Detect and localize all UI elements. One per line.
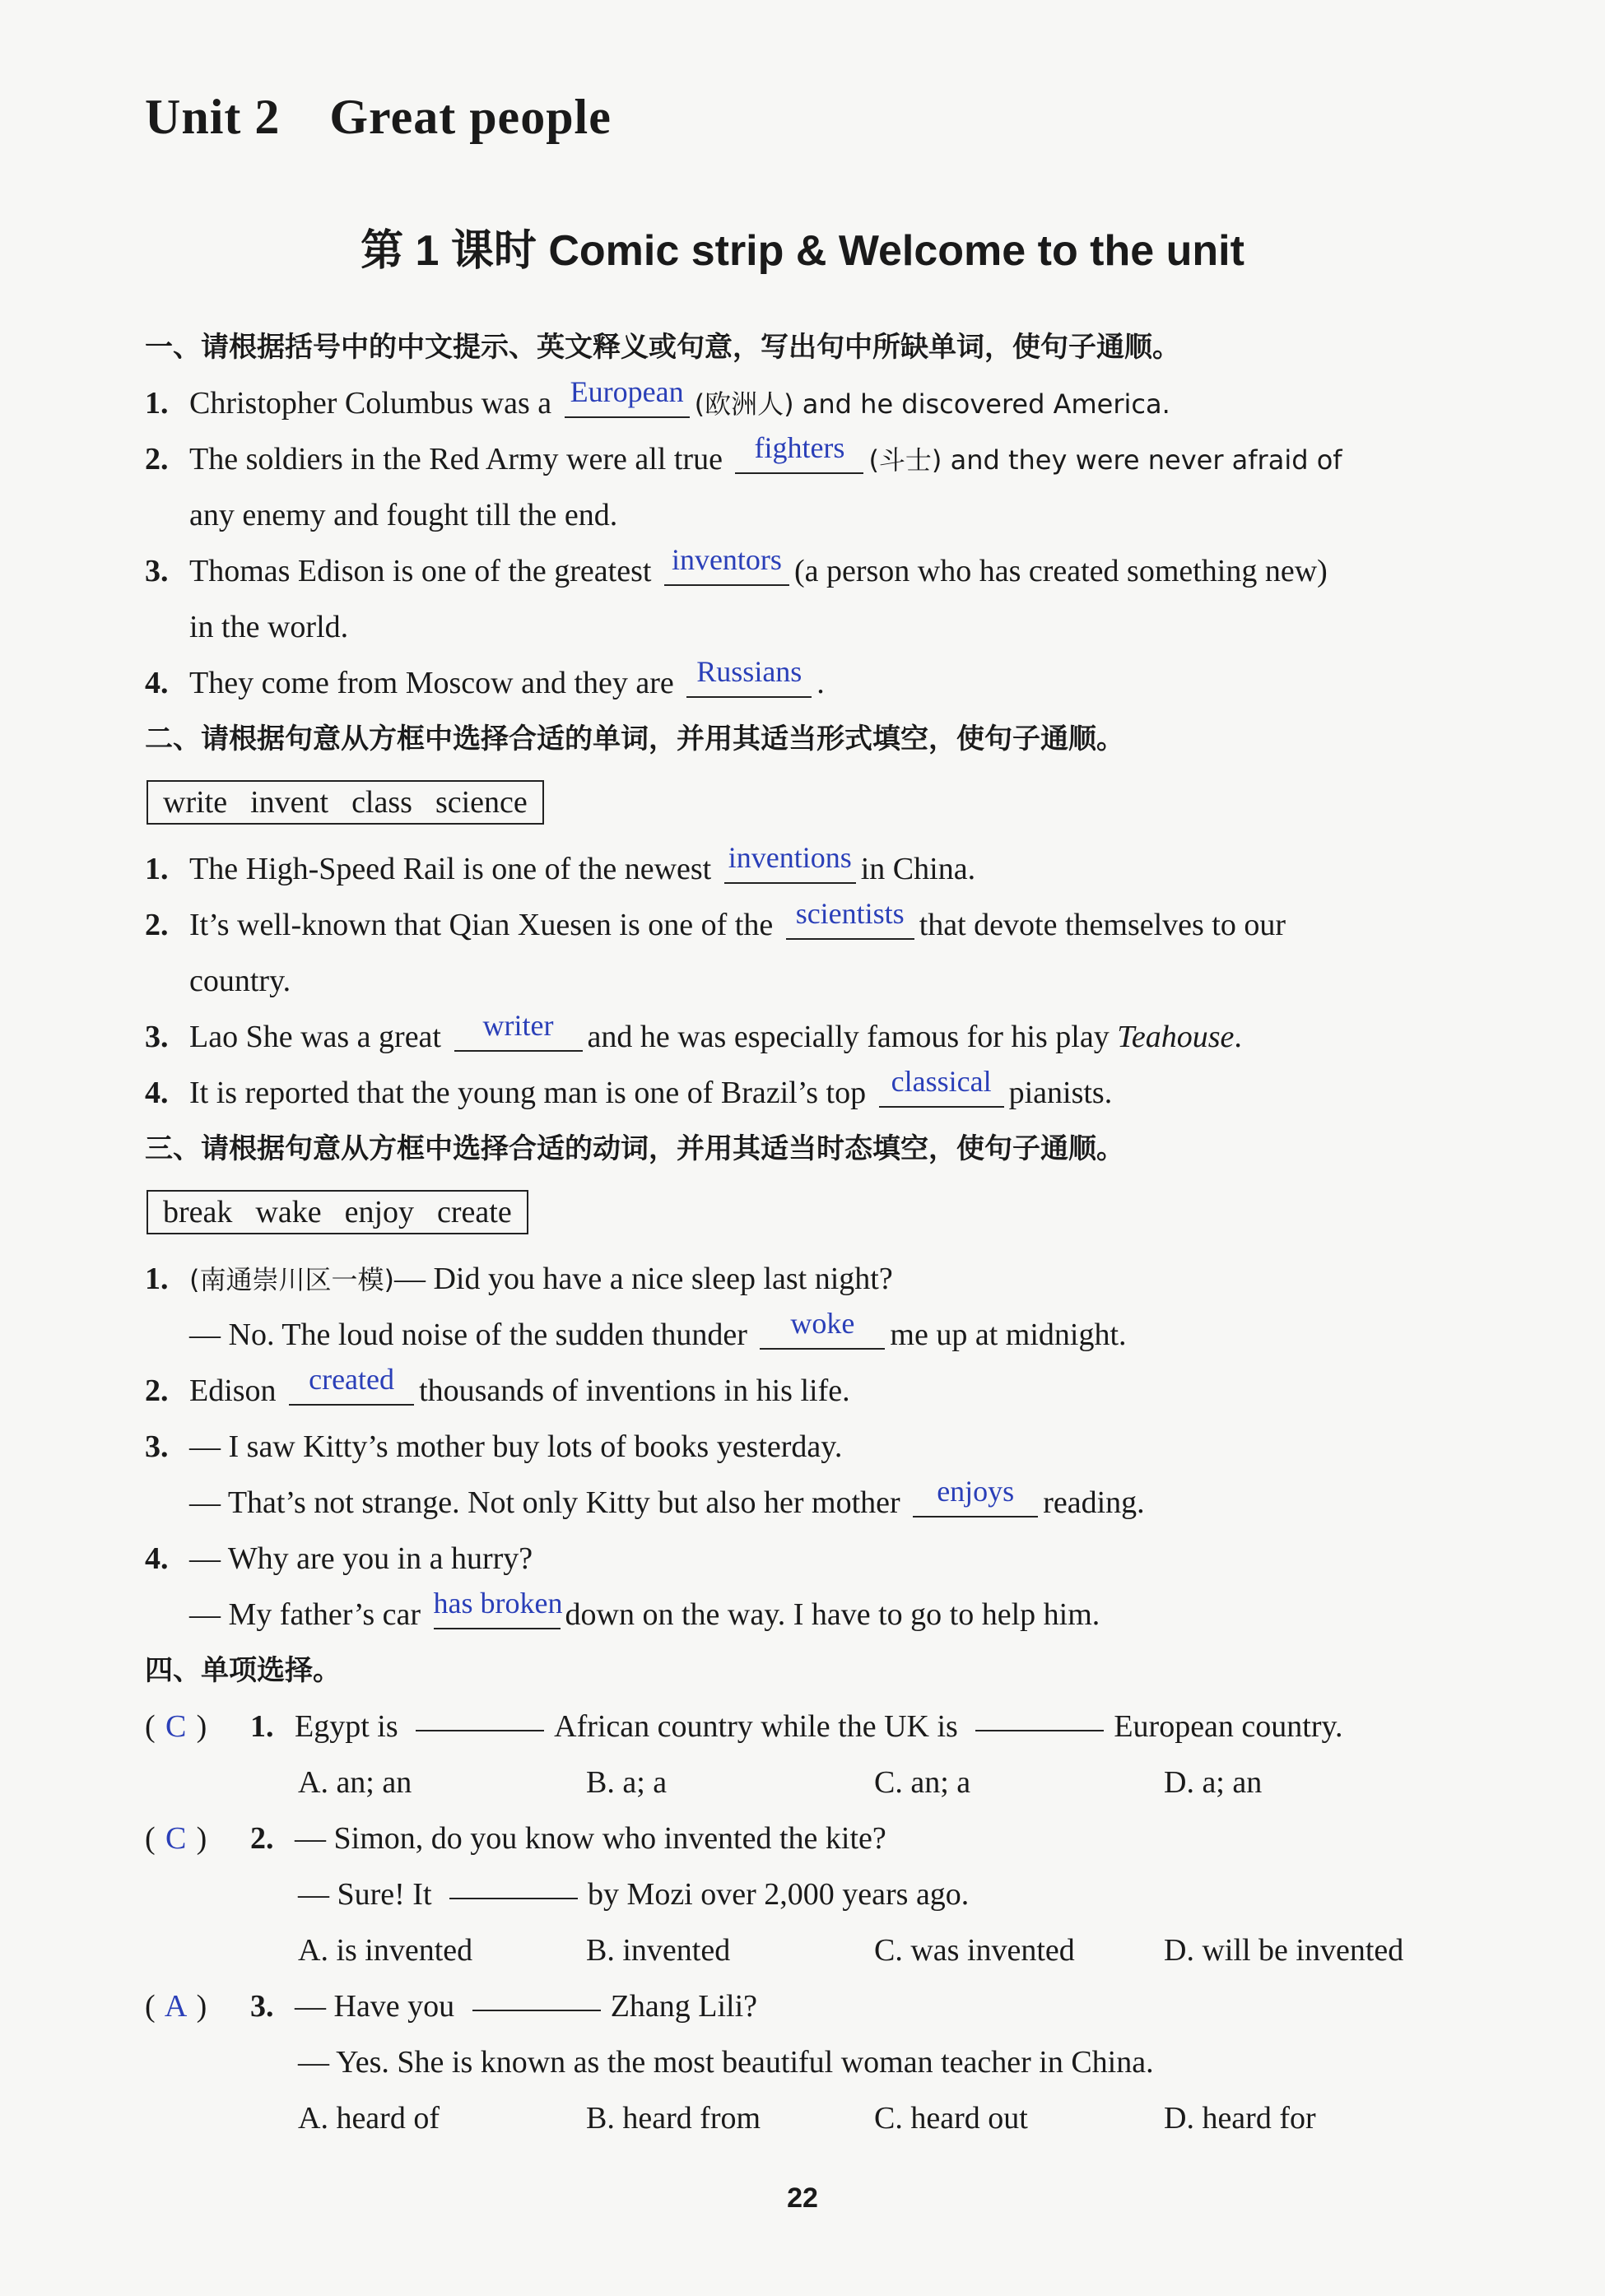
s3-question-4-reply: — My father’s car has brokendown on the way. I have to go to help him.: [189, 1587, 1100, 1632]
option-a[interactable]: A. an; an: [298, 1765, 412, 1800]
option-d[interactable]: D. will be invented: [1164, 1933, 1404, 1968]
s1-q4-answer-blank[interactable]: Russians: [686, 663, 812, 698]
s1-question-3-continued: in the world.: [189, 610, 349, 644]
word-box-item: create: [437, 1195, 512, 1229]
lesson-title: 第 1 课时 Comic strip & Welcome to the unit: [361, 227, 1244, 275]
option-c[interactable]: C. was invented: [874, 1933, 1075, 1968]
section3-heading: 三、请根据句意从方框中选择合适的动词，并用其适当时态填空，使句子通顺。: [145, 1132, 1124, 1165]
s1-question-4: 4. They come from Moscow and they are Russians .: [145, 655, 825, 700]
s3-q3-answer-blank[interactable]: enjoys: [913, 1483, 1038, 1517]
word-box-item: invent: [250, 785, 329, 820]
section2-heading: 二、请根据句意从方框中选择合适的单词，并用其适当形式填空，使句子通顺。: [145, 723, 1124, 755]
mc-q1-answer-bracket[interactable]: ( C ): [145, 1709, 207, 1744]
option-c[interactable]: C. an; a: [874, 1765, 971, 1800]
mc-q3-answer-bracket[interactable]: ( A ): [145, 1989, 207, 2024]
s1-question-2-continued: any enemy and fought till the end.: [189, 498, 618, 532]
s3-question-3: 3. — I saw Kitty’s mother buy lots of books yesterday.: [145, 1429, 843, 1464]
option-b[interactable]: B. a; a: [586, 1765, 668, 1800]
option-b[interactable]: B. invented: [586, 1933, 731, 1968]
page-number: 22: [787, 2182, 818, 2214]
s2-question-1: 1. The High-Speed Rail is one of the newest inventions in China.: [145, 841, 976, 886]
mc-q2-blank: [449, 1898, 578, 1899]
word-box-item: wake: [255, 1195, 322, 1229]
s2-q3-answer-blank[interactable]: writer: [454, 1017, 583, 1052]
option-b[interactable]: B. heard from: [586, 2101, 761, 2136]
word-box-item: enjoy: [344, 1195, 415, 1229]
s2-question-2-continued: country.: [189, 964, 291, 998]
s3-q1-answer-blank[interactable]: woke: [760, 1315, 885, 1350]
mc-question-2-reply: — Sure! It by Mozi over 2,000 years ago.: [298, 1877, 970, 1912]
section1-heading: 一、请根据括号中的中文提示、英文释义或句意，写出句中所缺单词，使句子通顺。: [145, 331, 1180, 364]
word-box-item: science: [435, 785, 528, 820]
section3-word-box: [147, 1190, 528, 1234]
s1-question-2: 2. The soldiers in the Red Army were all true fighters (斗士) and they were never afraid of: [145, 431, 1342, 476]
option-a[interactable]: A. heard of: [298, 2101, 440, 2136]
s1-q2-answer-blank[interactable]: fighters: [735, 439, 863, 474]
s1-q3-answer-blank[interactable]: inventors: [664, 551, 789, 586]
mc-q1-blank-1: [416, 1730, 544, 1731]
s1-question-1: 1. Christopher Columbus was a European (欧洲人) and he discovered America.: [145, 375, 1170, 421]
option-a[interactable]: A. is invented: [298, 1933, 473, 1968]
s1-question-3: 3. Thomas Edison is one of the greatest inventors (a person who has created something new): [145, 543, 1328, 588]
unit-label: Unit 2: [145, 90, 281, 144]
mc-question-3: ( A ) 3. — Have you Zhang Lili?: [145, 1978, 1466, 2034]
s2-question-3: 3. Lao She was a great writer and he was especially famous for his play Teahouse.: [145, 1009, 1242, 1054]
s2-q4-answer-blank[interactable]: classical: [879, 1073, 1004, 1108]
s3-q4-answer-blank[interactable]: has broken: [434, 1595, 561, 1629]
s3-question-2: 2. Edison created thousands of inventions in his life.: [145, 1363, 850, 1408]
s2-question-4: 4. It is reported that the young man is one of Brazil’s top classical pianists.: [145, 1065, 1113, 1110]
section2-word-box: [147, 780, 544, 825]
s3-q2-answer-blank[interactable]: created: [289, 1371, 414, 1406]
option-d[interactable]: D. heard for: [1164, 2101, 1316, 2136]
mc-q3-blank: [472, 2010, 601, 2011]
mc-question-1: ( C ) 1. Egypt is African country while the UK is European country.: [145, 1699, 1466, 1755]
unit-name: Great people: [329, 90, 612, 144]
s3-question-3-reply: — That’s not strange. Not only Kitty but also her mother enjoys reading.: [189, 1475, 1145, 1520]
mc-q2-answer-bracket[interactable]: ( C ): [145, 1821, 207, 1856]
section4-heading: 四、单项选择。: [145, 1654, 341, 1687]
s3-question-1: 1. (南通崇川区一模)— Did you have a nice sleep last night?: [145, 1262, 893, 1296]
s1-q1-answer-blank[interactable]: European: [565, 383, 690, 418]
unit-title: [145, 89, 612, 146]
word-box-item: class: [351, 785, 412, 820]
mc-q1-blank-2: [975, 1730, 1104, 1731]
mc-question-3-reply: — Yes. She is known as the most beautiful woman teacher in China.: [298, 2045, 1154, 2080]
s3-question-1-reply: — No. The loud noise of the sudden thunder woke me up at midnight.: [189, 1307, 1127, 1352]
word-box-item: break: [163, 1195, 233, 1229]
option-c[interactable]: C. heard out: [874, 2101, 1028, 2136]
option-d[interactable]: D. a; an: [1164, 1765, 1263, 1800]
s2-q1-answer-blank[interactable]: inventions: [724, 849, 856, 884]
word-box-item: write: [163, 785, 228, 820]
s3-question-4: 4. — Why are you in a hurry?: [145, 1541, 533, 1576]
mc-question-2: ( C ) 2. — Simon, do you know who invented the kite?: [145, 1810, 1466, 1866]
s2-question-2: 2. It’s well-known that Qian Xuesen is one of the scientists that devote themselves to our: [145, 897, 1286, 942]
s2-q2-answer-blank[interactable]: scientists: [786, 905, 914, 940]
